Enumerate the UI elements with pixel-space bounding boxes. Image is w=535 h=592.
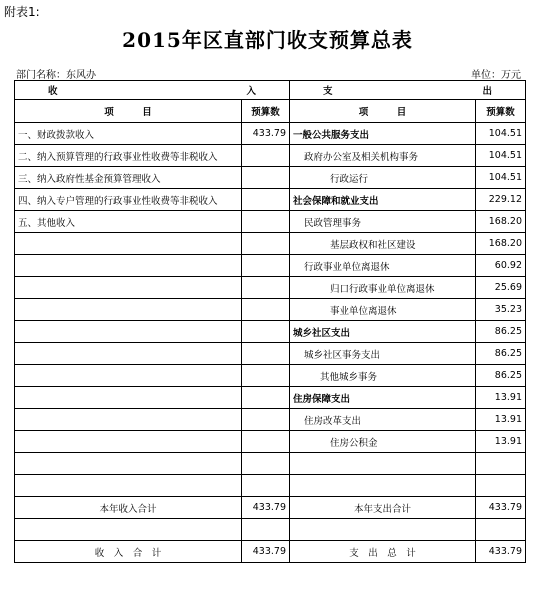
income-value [242, 211, 290, 233]
table-row [15, 189, 526, 211]
expense-item-header: 项 目 [290, 100, 476, 123]
income-value [242, 321, 290, 343]
table-row [15, 299, 526, 321]
income-value [242, 189, 290, 211]
expense-value: 13.91 [476, 409, 526, 431]
income-value [242, 277, 290, 299]
income-value [242, 343, 290, 365]
income-value: 433.79 [242, 123, 290, 145]
income-budget-header: 预算数 [242, 100, 290, 123]
expense-value: 35.23 [476, 299, 526, 321]
expense-label: 事业单位离退休 [290, 299, 476, 321]
expense-label: 城乡社区支出 [290, 321, 476, 343]
expense-label: 住房改革支出 [290, 409, 476, 431]
year-total-row [15, 497, 526, 519]
expense-label: 基层政权和社区建设 [290, 233, 476, 255]
year-income-total-label: 本年收入合计 [15, 497, 242, 519]
expense-label: 住房保障支出 [290, 387, 476, 409]
table-row [15, 167, 526, 189]
table-row [15, 123, 526, 145]
income-value [242, 233, 290, 255]
grand-income-total-label: 收 入 合 计 [15, 541, 242, 563]
expense-value: 25.69 [476, 277, 526, 299]
income-value [242, 387, 290, 409]
table-row [15, 211, 526, 233]
expense-header-left: 支 [323, 86, 333, 97]
income-label: 一、财政拨款收入 [15, 123, 242, 145]
expense-label: 民政管理事务 [290, 211, 476, 233]
expense-value: 13.91 [476, 387, 526, 409]
expense-label: 住房公积金 [290, 431, 476, 453]
income-label [15, 321, 242, 343]
expense-value: 229.12 [476, 189, 526, 211]
table-row [15, 343, 526, 365]
year-expense-total-label: 本年支出合计 [290, 497, 476, 519]
income-label: 三、纳入政府性基金预算管理收入 [15, 167, 242, 189]
budget-table [14, 80, 526, 563]
income-value [242, 431, 290, 453]
expense-label: 归口行政事业单位离退休 [290, 277, 476, 299]
expense-label: 社会保障和就业支出 [290, 189, 476, 211]
income-value [242, 167, 290, 189]
expense-label: 行政运行 [290, 167, 476, 189]
empty-row [15, 475, 526, 497]
unit-label: 单位：万元 [471, 70, 521, 81]
income-value [242, 365, 290, 387]
expense-value: 86.25 [476, 365, 526, 387]
income-label [15, 277, 242, 299]
expense-value: 13.91 [476, 431, 526, 453]
expense-value: 104.51 [476, 145, 526, 167]
income-label [15, 409, 242, 431]
column-header-row [15, 100, 526, 123]
year-income-total-value: 433.79 [242, 497, 290, 519]
grand-expense-total-value: 433.79 [476, 541, 526, 563]
income-header-right: 入 [246, 86, 256, 97]
expense-budget-header: 预算数 [476, 100, 526, 123]
section-header-row [15, 81, 526, 100]
income-label [15, 365, 242, 387]
income-label [15, 255, 242, 277]
table-row [15, 431, 526, 453]
income-item-header: 项 目 [15, 100, 242, 123]
expense-value: 86.25 [476, 321, 526, 343]
income-label [15, 233, 242, 255]
empty-row [15, 519, 526, 541]
income-value [242, 255, 290, 277]
table-row [15, 409, 526, 431]
expense-value: 86.25 [476, 343, 526, 365]
expense-label: 一般公共服务支出 [290, 123, 476, 145]
income-section-header [15, 81, 290, 100]
expense-value: 168.20 [476, 233, 526, 255]
income-value [242, 145, 290, 167]
income-label [15, 431, 242, 453]
table-row [15, 233, 526, 255]
expense-label: 城乡社区事务支出 [290, 343, 476, 365]
grand-total-row [15, 541, 526, 563]
expense-value: 104.51 [476, 123, 526, 145]
income-label: 五、其他收入 [15, 211, 242, 233]
income-label: 四、纳入专户管理的行政事业性收费等非税收入 [15, 189, 242, 211]
expense-label: 行政事业单位离退休 [290, 255, 476, 277]
income-label: 二、纳入预算管理的行政事业性收费等非税收入 [15, 145, 242, 167]
income-value [242, 299, 290, 321]
income-header-left: 收 [48, 86, 58, 97]
expense-label: 政府办公室及相关机构事务 [290, 145, 476, 167]
expense-value: 60.92 [476, 255, 526, 277]
expense-header-right: 出 [482, 86, 492, 97]
table-row [15, 145, 526, 167]
table-row [15, 365, 526, 387]
expense-section-header [290, 81, 526, 100]
table-row [15, 321, 526, 343]
table-row [15, 277, 526, 299]
expense-label: 其他城乡事务 [290, 365, 476, 387]
table-row [15, 387, 526, 409]
department-name: 部门名称：东风办 [16, 70, 96, 81]
income-label [15, 387, 242, 409]
expense-value: 104.51 [476, 167, 526, 189]
empty-row [15, 453, 526, 475]
grand-expense-total-label: 支 出 总 计 [290, 541, 476, 563]
grand-income-total-value: 433.79 [242, 541, 290, 563]
income-value [242, 409, 290, 431]
annex-label: 附表1: [4, 5, 40, 19]
year-expense-total-value: 433.79 [476, 497, 526, 519]
income-label [15, 343, 242, 365]
table-row [15, 255, 526, 277]
expense-value: 168.20 [476, 211, 526, 233]
income-label [15, 299, 242, 321]
page-title: 2015年区直部门收支预算总表 [122, 28, 413, 52]
